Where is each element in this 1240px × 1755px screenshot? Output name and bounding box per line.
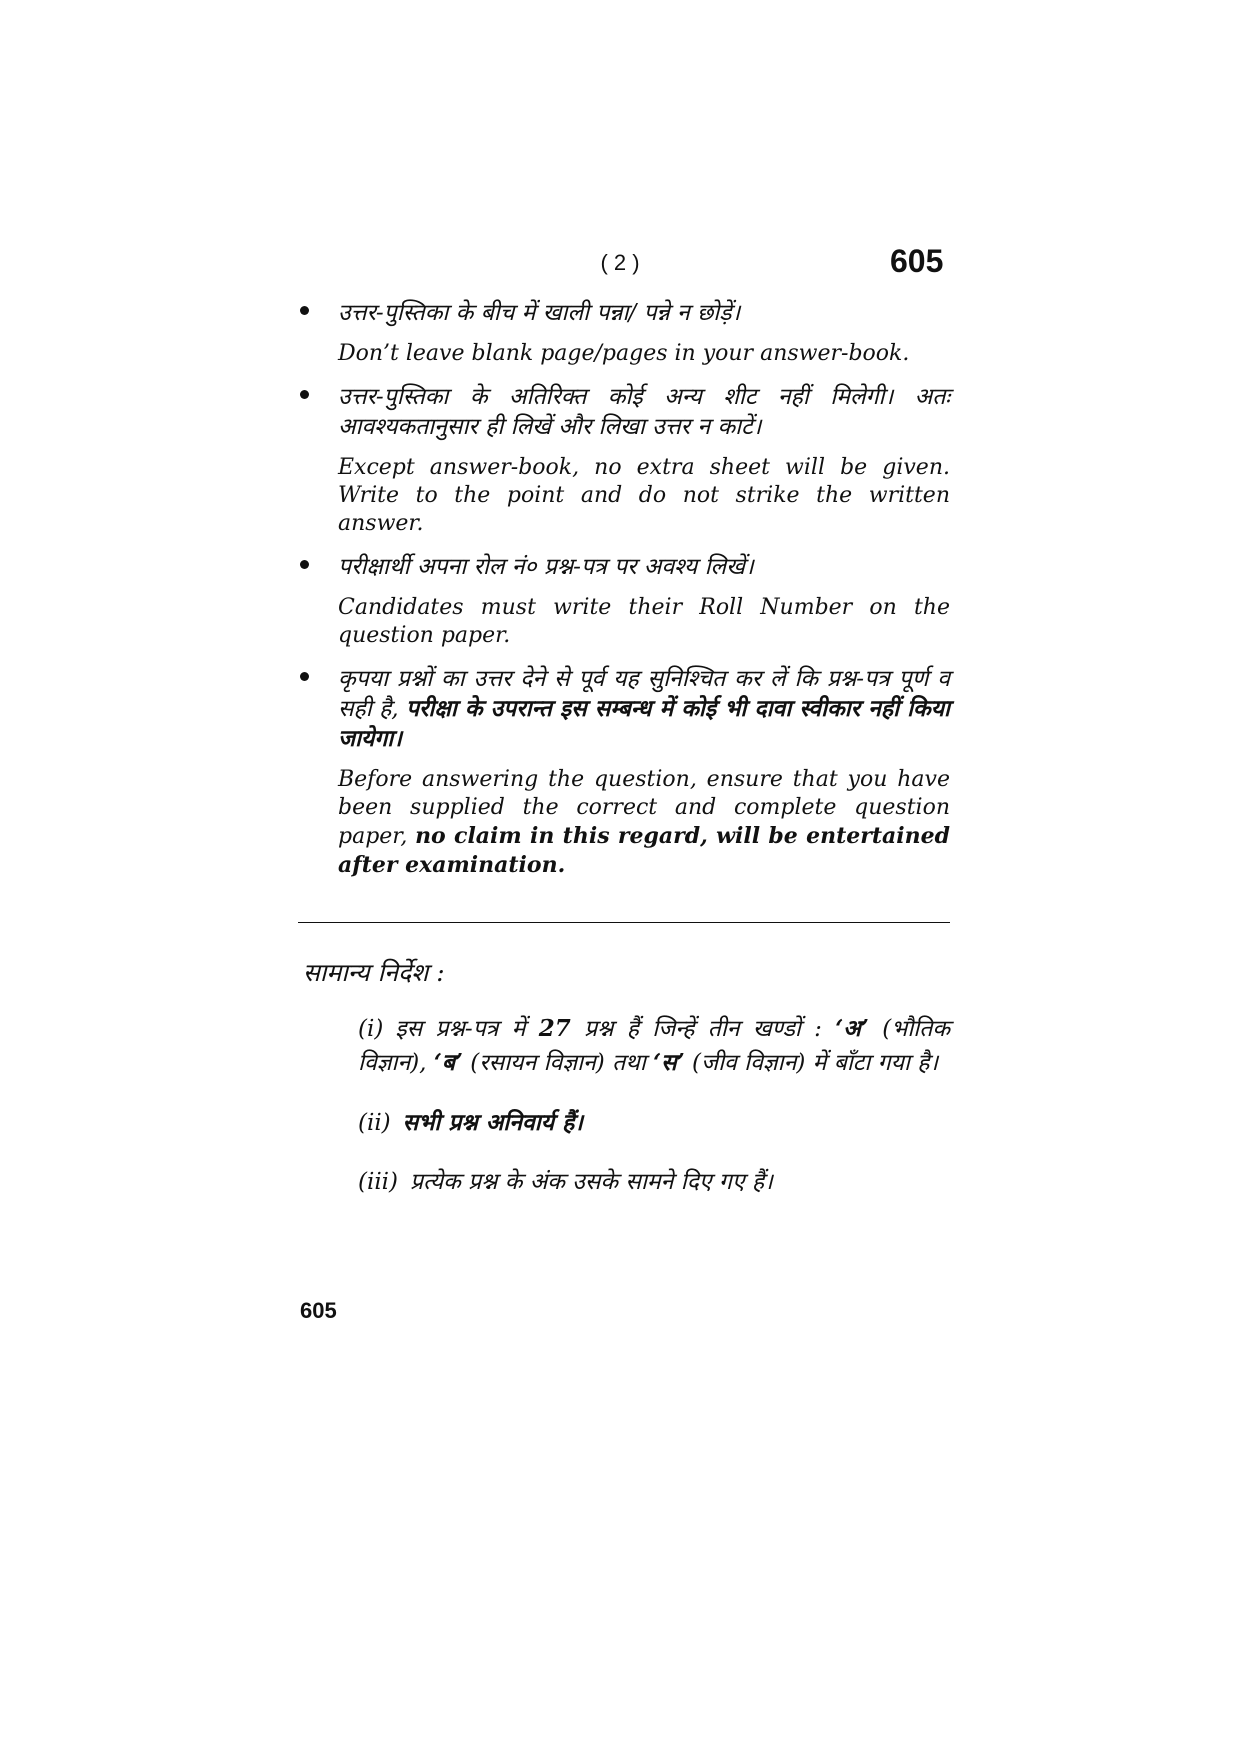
instruction-hindi: उत्तर-पुस्तिका के अतिरिक्त कोई अन्य शीट नहीं मिलेगी। अतः आवश्यकतानुसार ही लिखें और लिखा उत्तर न काटें। bbox=[338, 384, 950, 440]
instruction-item bbox=[290, 552, 950, 650]
bullet-icon bbox=[300, 672, 309, 681]
instruction-hindi-text: कृपया प्रश्नों का उत्तर देने से पूर्व यह सुनिश्चित कर लें कि प्रश्न-पत्र पूर्ण व सही है, bbox=[338, 666, 950, 722]
section-divider bbox=[298, 922, 950, 923]
general-instructions-title: सामान्य निर्देश : bbox=[303, 958, 445, 987]
instruction-english-text: Before answering the question, ensure that you have been supplied the correct and complete question paper, bbox=[338, 767, 950, 849]
paper-code-header: 605 bbox=[890, 243, 944, 279]
item-bold: ‘ब’ bbox=[433, 1049, 463, 1076]
general-instruction-item bbox=[358, 1106, 950, 1140]
paper-code-footer: 605 bbox=[300, 1298, 337, 1323]
item-bold: ‘अ’ bbox=[835, 1015, 869, 1042]
instruction-english: Except answer-book, no extra sheet will be given. Write to the point and do not strike the written answer. bbox=[338, 455, 950, 536]
item-text: (जीव विज्ञान) में बाँटा गया है। bbox=[692, 1050, 939, 1076]
instruction-hindi: परीक्षार्थी अपना रोल नं० प्रश्न-पत्र पर अवश्य लिखें। bbox=[338, 554, 754, 580]
item-number: (i) bbox=[358, 1016, 384, 1042]
item-text: प्रश्न हैं जिन्हें तीन खण्डों : bbox=[584, 1016, 822, 1042]
item-number: (iii) bbox=[358, 1169, 399, 1195]
bullet-icon bbox=[300, 390, 309, 399]
instruction-english-bold: no claim in this regard, will be entertained after examination. bbox=[338, 823, 950, 878]
item-bold: 27 bbox=[538, 1015, 571, 1042]
instruction-english: Don’t leave blank page/pages in your answer-book. bbox=[338, 341, 910, 366]
instruction-hindi-bold: परीक्षा के उपरान्त इस सम्बन्ध में कोई भी दावा स्वीकार नहीं किया जायेगा। bbox=[338, 695, 950, 752]
instruction-item bbox=[290, 382, 950, 538]
bullet-icon bbox=[300, 560, 309, 569]
instruction-hindi bbox=[338, 664, 950, 754]
general-instructions-list bbox=[358, 1012, 950, 1225]
item-bold: ‘स’ bbox=[653, 1049, 685, 1076]
instruction-english bbox=[338, 766, 950, 880]
item-number: (ii) bbox=[358, 1110, 391, 1136]
instruction-hindi: उत्तर-पुस्तिका के बीच में खाली पन्ना/ पन्ने न छोड़ें। bbox=[338, 300, 741, 326]
instruction-item bbox=[290, 298, 950, 368]
item-text: इस प्रश्न-पत्र में bbox=[395, 1016, 526, 1042]
bullet-icon bbox=[300, 306, 309, 315]
page-number: ( 2 ) bbox=[600, 250, 640, 275]
item-text: (रसायन विज्ञान) तथा bbox=[470, 1050, 646, 1076]
instructions-list bbox=[290, 298, 950, 894]
item-text: प्रत्येक प्रश्न के अंक उसके सामने दिए गए हैं। bbox=[410, 1169, 773, 1195]
general-instruction-item bbox=[358, 1166, 950, 1199]
instruction-english: Candidates must write their Roll Number on the question paper. bbox=[338, 595, 950, 648]
item-bold: सभी प्रश्न अनिवार्य हैं। bbox=[402, 1109, 584, 1136]
general-instruction-item bbox=[358, 1012, 950, 1080]
instruction-item bbox=[290, 664, 950, 880]
item-text: (भौतिक विज्ञान), bbox=[358, 1016, 951, 1076]
